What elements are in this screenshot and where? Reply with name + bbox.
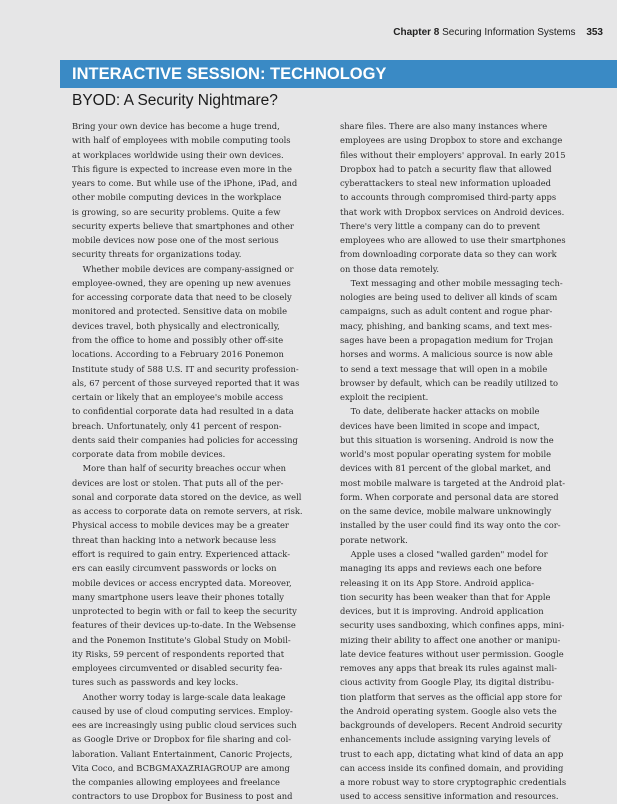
text-line: employees are using Dropbox to store and exchange (340, 135, 563, 146)
text-line: the companies allowing employees and freelance (72, 777, 280, 788)
text-line: cyberattackers to steal new information uploaded (340, 178, 552, 189)
text-line: browser by default, which can be readily utilized to (340, 377, 558, 388)
text-line: many smartphone users leave their phones totally (72, 591, 284, 602)
text-line: that work with Dropbox services on Android devices. (340, 206, 565, 217)
text-line: files without their employers' approval. In early 2015 (340, 149, 566, 160)
text-line: world's most popular operating system for mobile (340, 449, 552, 460)
text-line: nologies are being used to deliver all kinds of scam (340, 292, 558, 303)
text-line: caused by use of cloud computing services. Employ- (72, 705, 293, 716)
text-line: locations. According to a February 2016 Ponemon (72, 349, 284, 360)
text-line: Dropbox had to patch a security flaw that allowed (340, 163, 552, 174)
text-line: tion platform that serves as the official app store for (340, 691, 562, 702)
text-line: years to come. But while use of the iPhone, iPad, and (72, 178, 298, 189)
text-line: tion security has been weaker than that for Apple (340, 591, 551, 602)
text-line: More than half of security breaches occur when (72, 463, 287, 474)
text-line: security uses sandboxing, which confines apps, mini- (340, 620, 565, 631)
text-line: backgrounds of developers. Recent Android security (340, 720, 563, 731)
text-line: Another worry today is large-scale data leakage (72, 691, 286, 702)
page-number: 353 (586, 27, 603, 38)
text-line: mobile devices now pose one of the most serious (72, 235, 279, 246)
text-line: but this situation is worsening. Android is now the (340, 434, 554, 445)
text-line: enhancements include assigning varying levels of (340, 734, 551, 745)
text-line: unprotected to begin with or fail to keep the security (72, 606, 297, 617)
running-head (393, 27, 603, 38)
text-line: security threats for organizations today. (72, 249, 242, 260)
text-line: as access to corporate data on remote servers, at risk. (72, 506, 303, 517)
text-line: porate network. (340, 534, 408, 545)
text-line: breach. Unfortunately, only 41 percent of respon- (72, 420, 282, 431)
text-line: at workplaces worldwide using their own devices. (72, 149, 284, 160)
text-line: corporate data from mobile devices. (72, 449, 226, 460)
text-line: contractors to use Dropbox for Business to post and (72, 791, 293, 802)
article-title: BYOD: A Security Nightmare? (72, 92, 278, 109)
text-line: to send a text message that will open in a mobile (340, 363, 548, 374)
right-text-column (340, 119, 605, 804)
session-banner (60, 60, 617, 88)
text-line: from the office to home and possibly other off-site (72, 334, 284, 345)
text-line: ity Risks, 59 percent of respondents reported that (72, 648, 285, 659)
text-line: installed by the user could find its way onto the cor- (340, 520, 561, 531)
text-line: monitored and protected. Sensitive data on mobile (72, 306, 288, 317)
text-line: and the Ponemon Institute's Global Study on Mobil- (72, 634, 291, 645)
text-line: Institute study of 588 U.S. IT and security profession- (72, 363, 299, 374)
text-line: form. When corporate and personal data are stored (340, 491, 559, 502)
text-line: other mobile computing devices in the workplace (72, 192, 282, 203)
text-line: effort is required to gain entry. Experienced attack- (72, 548, 291, 559)
text-line: late device features without user permission. Google (340, 648, 564, 659)
text-line: exploit the recipient. (340, 392, 429, 403)
text-line: campaigns, such as adult content and rogue phar- (340, 306, 553, 317)
text-line: on the same device, mobile malware unknowingly (340, 506, 552, 517)
text-line: devices with 81 percent of the global market, and (340, 463, 551, 474)
text-line: a more robust way to store cryptographic credentials (340, 777, 567, 788)
text-line: devices are lost or stolen. That puts all of the per- (72, 477, 284, 488)
text-line: the Android operating system. Google also vets the (340, 705, 557, 716)
text-line: Whether mobile devices are company-assigned or (72, 263, 294, 274)
text-line: as Google Drive or Dropbox for file sharing and col- (72, 734, 292, 745)
text-line: security experts believe that smartphones and other (72, 220, 294, 231)
text-line: mizing their ability to affect one another or manipu- (340, 634, 561, 645)
text-line: features of their devices up-to-date. In the Websense (72, 620, 296, 631)
text-line: employees circumvented or disabled security fea- (72, 663, 283, 674)
text-line: devices have been limited in scope and impact, (340, 420, 540, 431)
text-line: cious activity from Google Play, its digital distribu- (340, 677, 555, 688)
text-line: Apple uses a closed "walled garden" model for (340, 548, 548, 559)
text-line: can access inside its confined domain, and providing (340, 762, 564, 773)
text-line: Text messaging and other mobile messaging tech- (340, 277, 563, 288)
text-line: certain or likely that an employee's mobile access (72, 392, 284, 403)
text-line: Bring your own device has become a huge trend, (72, 121, 280, 131)
text-line: dents said their companies had policies for accessing (72, 434, 298, 445)
text-line: is growing, so are security problems. Quite a few (72, 206, 281, 217)
banner-title: INTERACTIVE SESSION: TECHNOLOGY (72, 65, 387, 83)
text-line: sonal and corporate data stored on the device, as well (72, 491, 302, 502)
text-line: ers can easily circumvent passwords or locks on (72, 563, 277, 574)
text-line: Vita Coco, and BCBGMAXAZRIAGROUP are among (72, 762, 290, 773)
text-line: sages have been a propagation medium for Trojan (340, 334, 554, 345)
text-line: to confidential corporate data had resulted in a data (72, 406, 294, 417)
text-line: from downloading corporate data so they can work (340, 249, 557, 260)
text-line: Physical access to mobile devices may be a greater (72, 520, 289, 531)
text-line: removes any apps that break its rules against mali- (340, 663, 557, 674)
text-line: with half of employees with mobile computing tools (72, 135, 291, 146)
text-line: threat than hacking into a network because less (72, 534, 277, 545)
text-line: laboration. Valiant Entertainment, Canoric Projects, (72, 748, 293, 759)
text-line: managing its apps and reviews each one before (340, 563, 542, 574)
text-line: To date, deliberate hacker attacks on mobile (340, 406, 540, 417)
text-line: to accounts through compromised third-party apps (340, 192, 557, 203)
text-line: ees are increasingly using public cloud services such (72, 720, 297, 731)
text-line: on those data remotely. (340, 263, 440, 274)
text-line: share files. There are also many instances where (340, 121, 548, 131)
text-line: This figure is expected to increase even more in the (72, 163, 292, 174)
text-line: devices, but it is improving. Android application (340, 606, 544, 617)
text-line: devices travel, both physically and electronically, (72, 320, 280, 331)
chapter-title: Securing Information Systems (442, 27, 576, 38)
text-line: als, 67 percent of those surveyed reported that it was (72, 377, 300, 388)
text-line: releasing it on its App Store. Android applica- (340, 577, 535, 588)
text-line: horses and worms. A malicious source is now able (340, 349, 553, 360)
text-line: for accessing corporate data that need to be closely (72, 292, 292, 303)
text-line: employees who are allowed to use their smartphones (340, 235, 566, 246)
text-line: tures such as passwords and key locks. (72, 677, 239, 688)
left-text-column (72, 119, 327, 804)
text-line: employee-owned, they are opening up new avenues (72, 277, 291, 288)
text-line: trust to each app, dictating what kind of data an app (340, 748, 564, 759)
text-line: macy, phishing, and banking scams, and text mes- (340, 320, 553, 331)
text-line: most mobile malware is targeted at the Android plat- (340, 477, 566, 488)
text-line: used to access sensitive information and resources. (340, 791, 559, 802)
text-line: There's very little a company can do to prevent (340, 220, 540, 231)
text-line: mobile devices or access encrypted data. Moreover, (72, 577, 292, 588)
chapter-label: Chapter 8 (393, 27, 440, 38)
